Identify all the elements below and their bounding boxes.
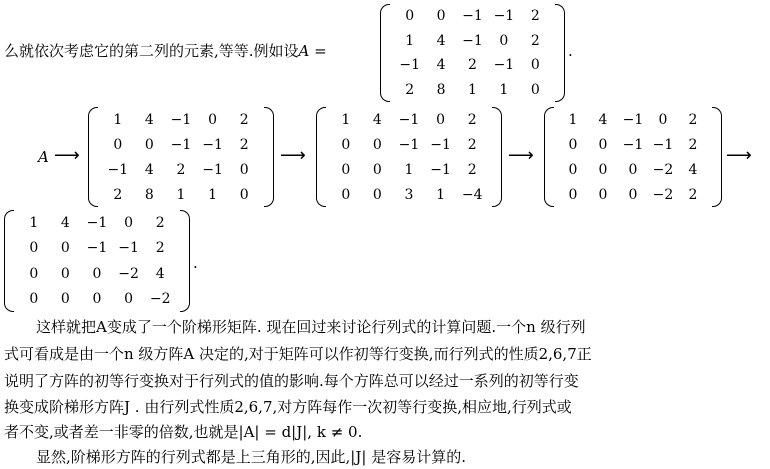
matrix-entry: 0	[239, 186, 249, 203]
matrix-entry: 2	[688, 186, 698, 203]
paragraph-line-4: 换变成阶梯形方阵J . 由行列式性质2,6,7,对方阵每作一次初等行变换,相应地,行列式或	[4, 398, 572, 416]
chain-arrow-4: ⟶	[726, 145, 752, 166]
matrix-right-bracket	[492, 107, 502, 207]
matrix-entry: 2	[405, 81, 415, 98]
matrix-entry: 4	[688, 161, 698, 178]
matrix-right-bracket	[264, 107, 274, 207]
matrix-grid	[14, 210, 180, 312]
matrix-entry: 0	[568, 186, 578, 203]
matrix-entry: 2	[155, 214, 165, 231]
matrix-entry: 0	[208, 111, 218, 128]
matrix-entry: 2	[239, 136, 249, 153]
matrix-entry: 1	[404, 161, 414, 178]
matrix-entry: 2	[530, 32, 540, 49]
matrix-entry: 0	[341, 161, 351, 178]
matrix-entry: 0	[60, 240, 70, 257]
matrix-entry: 4	[155, 265, 165, 282]
intro-eq: =	[309, 42, 327, 60]
matrix-M2	[316, 107, 502, 207]
matrix-grid	[554, 107, 712, 207]
matrix-entry: −1	[398, 136, 420, 153]
paragraph-line-3: 说明了方阵的初等行变换对于行列式的值的影响.每个方阵总可以经过一系列的初等行变	[4, 372, 579, 390]
matrix-entry: 8	[436, 81, 446, 98]
matrix-entry: −2	[149, 291, 171, 308]
matrix-entry: 0	[92, 265, 102, 282]
matrix-entry: 0	[628, 161, 638, 178]
intro-end-punct: .	[568, 42, 573, 60]
matrix-entry: −1	[398, 111, 420, 128]
matrix-entry: −1	[86, 214, 108, 231]
matrix-entry: 1	[468, 81, 477, 98]
matrix-entry: 1	[568, 111, 578, 128]
matrix-entry: 4	[436, 32, 446, 49]
matrix-entry: 0	[436, 8, 446, 25]
matrix-entry: 2	[467, 136, 477, 153]
intro-var: A	[298, 42, 310, 60]
chain-arrow-2: ⟶	[280, 145, 306, 166]
matrix-entry: 0	[598, 161, 608, 178]
matrix-entry: 0	[568, 136, 578, 153]
matrix-entry: −1	[118, 240, 139, 257]
chain-end-punct: .	[193, 254, 198, 272]
matrix-entry: −1	[107, 161, 129, 178]
matrix-right-bracket	[180, 210, 190, 312]
matrix-M1	[88, 107, 274, 207]
chain-arrow-3: ⟶	[508, 145, 534, 166]
matrix-entry: 0	[628, 186, 638, 203]
matrix-entry: 0	[60, 265, 70, 282]
matrix-entry: 0	[124, 291, 134, 308]
matrix-entry: −1	[430, 161, 451, 178]
chain-arrow-1: ⟶	[54, 145, 80, 166]
matrix-entry: 4	[144, 111, 154, 128]
matrix-entry: 0	[144, 136, 154, 153]
matrix-entry: 4	[436, 57, 446, 74]
matrix-entry: 0	[598, 186, 608, 203]
matrix-left-bracket	[544, 107, 554, 207]
matrix-entry: 2	[688, 111, 698, 128]
matrix-entry: 4	[144, 161, 154, 178]
matrix-entry: −1	[462, 32, 483, 49]
matrix-entry: −1	[652, 136, 674, 153]
matrix-entry: 1	[113, 111, 123, 128]
matrix-entry: 1	[29, 214, 39, 231]
matrix-right-bracket	[712, 107, 722, 207]
matrix-entry: 0	[568, 161, 578, 178]
matrix-entry: 0	[113, 136, 123, 153]
matrix-grid	[326, 107, 492, 207]
matrix-A	[380, 4, 565, 102]
matrix-entry: −1	[202, 136, 223, 153]
intro-text	[4, 40, 327, 61]
matrix-entry: 1	[208, 186, 218, 203]
matrix-entry: −1	[622, 136, 644, 153]
matrix-entry: 4	[60, 214, 70, 231]
matrix-entry: 2	[176, 161, 186, 178]
paragraph-line-5: 者不变,或者差一非零的倍数,也就是|A| = d|J|, k ≠ 0.	[4, 423, 363, 441]
matrix-entry: −1	[493, 8, 515, 25]
matrix-entry: −1	[86, 240, 108, 257]
matrix-entry: −1	[622, 111, 644, 128]
matrix-entry: 8	[144, 186, 154, 203]
matrix-entry: 2	[467, 161, 477, 178]
matrix-entry: 0	[598, 136, 608, 153]
matrix-entry: 1	[405, 32, 415, 49]
matrix-entry: 0	[29, 240, 39, 257]
matrix-entry: 0	[239, 161, 249, 178]
matrix-entry: −1	[430, 136, 451, 153]
matrix-entry: 0	[436, 111, 446, 128]
matrix-entry: 3	[404, 186, 414, 203]
matrix-entry: −1	[170, 136, 192, 153]
matrix-entry: 4	[598, 111, 608, 128]
paragraph-line-6: 显然,阶梯形方阵的行列式都是上三角形的,因此,|J| 是容易计算的.	[36, 448, 466, 466]
matrix-entry: −1	[462, 8, 483, 25]
matrix-entry: 0	[372, 161, 382, 178]
matrix-entry: 2	[113, 186, 123, 203]
matrix-entry: 0	[405, 8, 415, 25]
matrix-entry: 0	[658, 111, 668, 128]
matrix-entry: 2	[688, 136, 698, 153]
matrix-entry: 0	[124, 214, 134, 231]
matrix-left-bracket	[4, 210, 14, 312]
matrix-entry: −2	[652, 161, 674, 178]
matrix-left-bracket	[380, 4, 390, 102]
matrix-entry: 0	[372, 186, 382, 203]
matrix-entry: 0	[341, 186, 351, 203]
matrix-entry: −1	[399, 57, 421, 74]
matrix-entry: 2	[155, 240, 165, 257]
matrix-right-bracket	[555, 4, 565, 102]
chain-start-label: A	[38, 148, 49, 166]
matrix-entry: 0	[341, 136, 351, 153]
matrix-grid	[390, 4, 555, 102]
matrix-entry: 4	[372, 111, 382, 128]
matrix-entry: 1	[499, 81, 509, 98]
matrix-grid	[98, 107, 264, 207]
matrix-entry: 0	[92, 291, 102, 308]
matrix-entry: 2	[468, 57, 477, 74]
matrix-entry: −1	[493, 57, 515, 74]
intro-text-before: 么就依次考虑它的第二列的元素,等等.例如设	[4, 42, 299, 60]
matrix-entry: 0	[530, 81, 540, 98]
matrix-entry: −1	[202, 161, 223, 178]
matrix-entry: 0	[60, 291, 70, 308]
paragraph-line-2: 式可看成是由一个n 级方阵A 决定的,对于矩阵可以作初等行变换,而行列式的性质2,6,7正	[4, 345, 592, 363]
matrix-entry: 0	[499, 32, 509, 49]
matrix-M4	[4, 210, 190, 312]
matrix-entry: 2	[530, 8, 540, 25]
matrix-entry: 1	[176, 186, 186, 203]
matrix-entry: 2	[467, 111, 477, 128]
matrix-left-bracket	[316, 107, 326, 207]
matrix-entry: −4	[461, 186, 483, 203]
matrix-M3	[544, 107, 722, 207]
paragraph-line-1: 这样就把A变成了一个阶梯形矩阵. 现在回过来讨论行列式的计算问题.一个n 级行列	[36, 318, 586, 336]
matrix-entry: 1	[436, 186, 446, 203]
matrix-left-bracket	[88, 107, 98, 207]
matrix-entry: −2	[118, 265, 139, 282]
matrix-entry: 0	[29, 265, 39, 282]
matrix-entry: 1	[341, 111, 351, 128]
matrix-entry: 2	[239, 111, 249, 128]
matrix-entry: 0	[372, 136, 382, 153]
matrix-entry: −2	[652, 186, 674, 203]
matrix-entry: 0	[29, 291, 39, 308]
matrix-entry: 0	[530, 57, 540, 74]
matrix-entry: −1	[170, 111, 192, 128]
